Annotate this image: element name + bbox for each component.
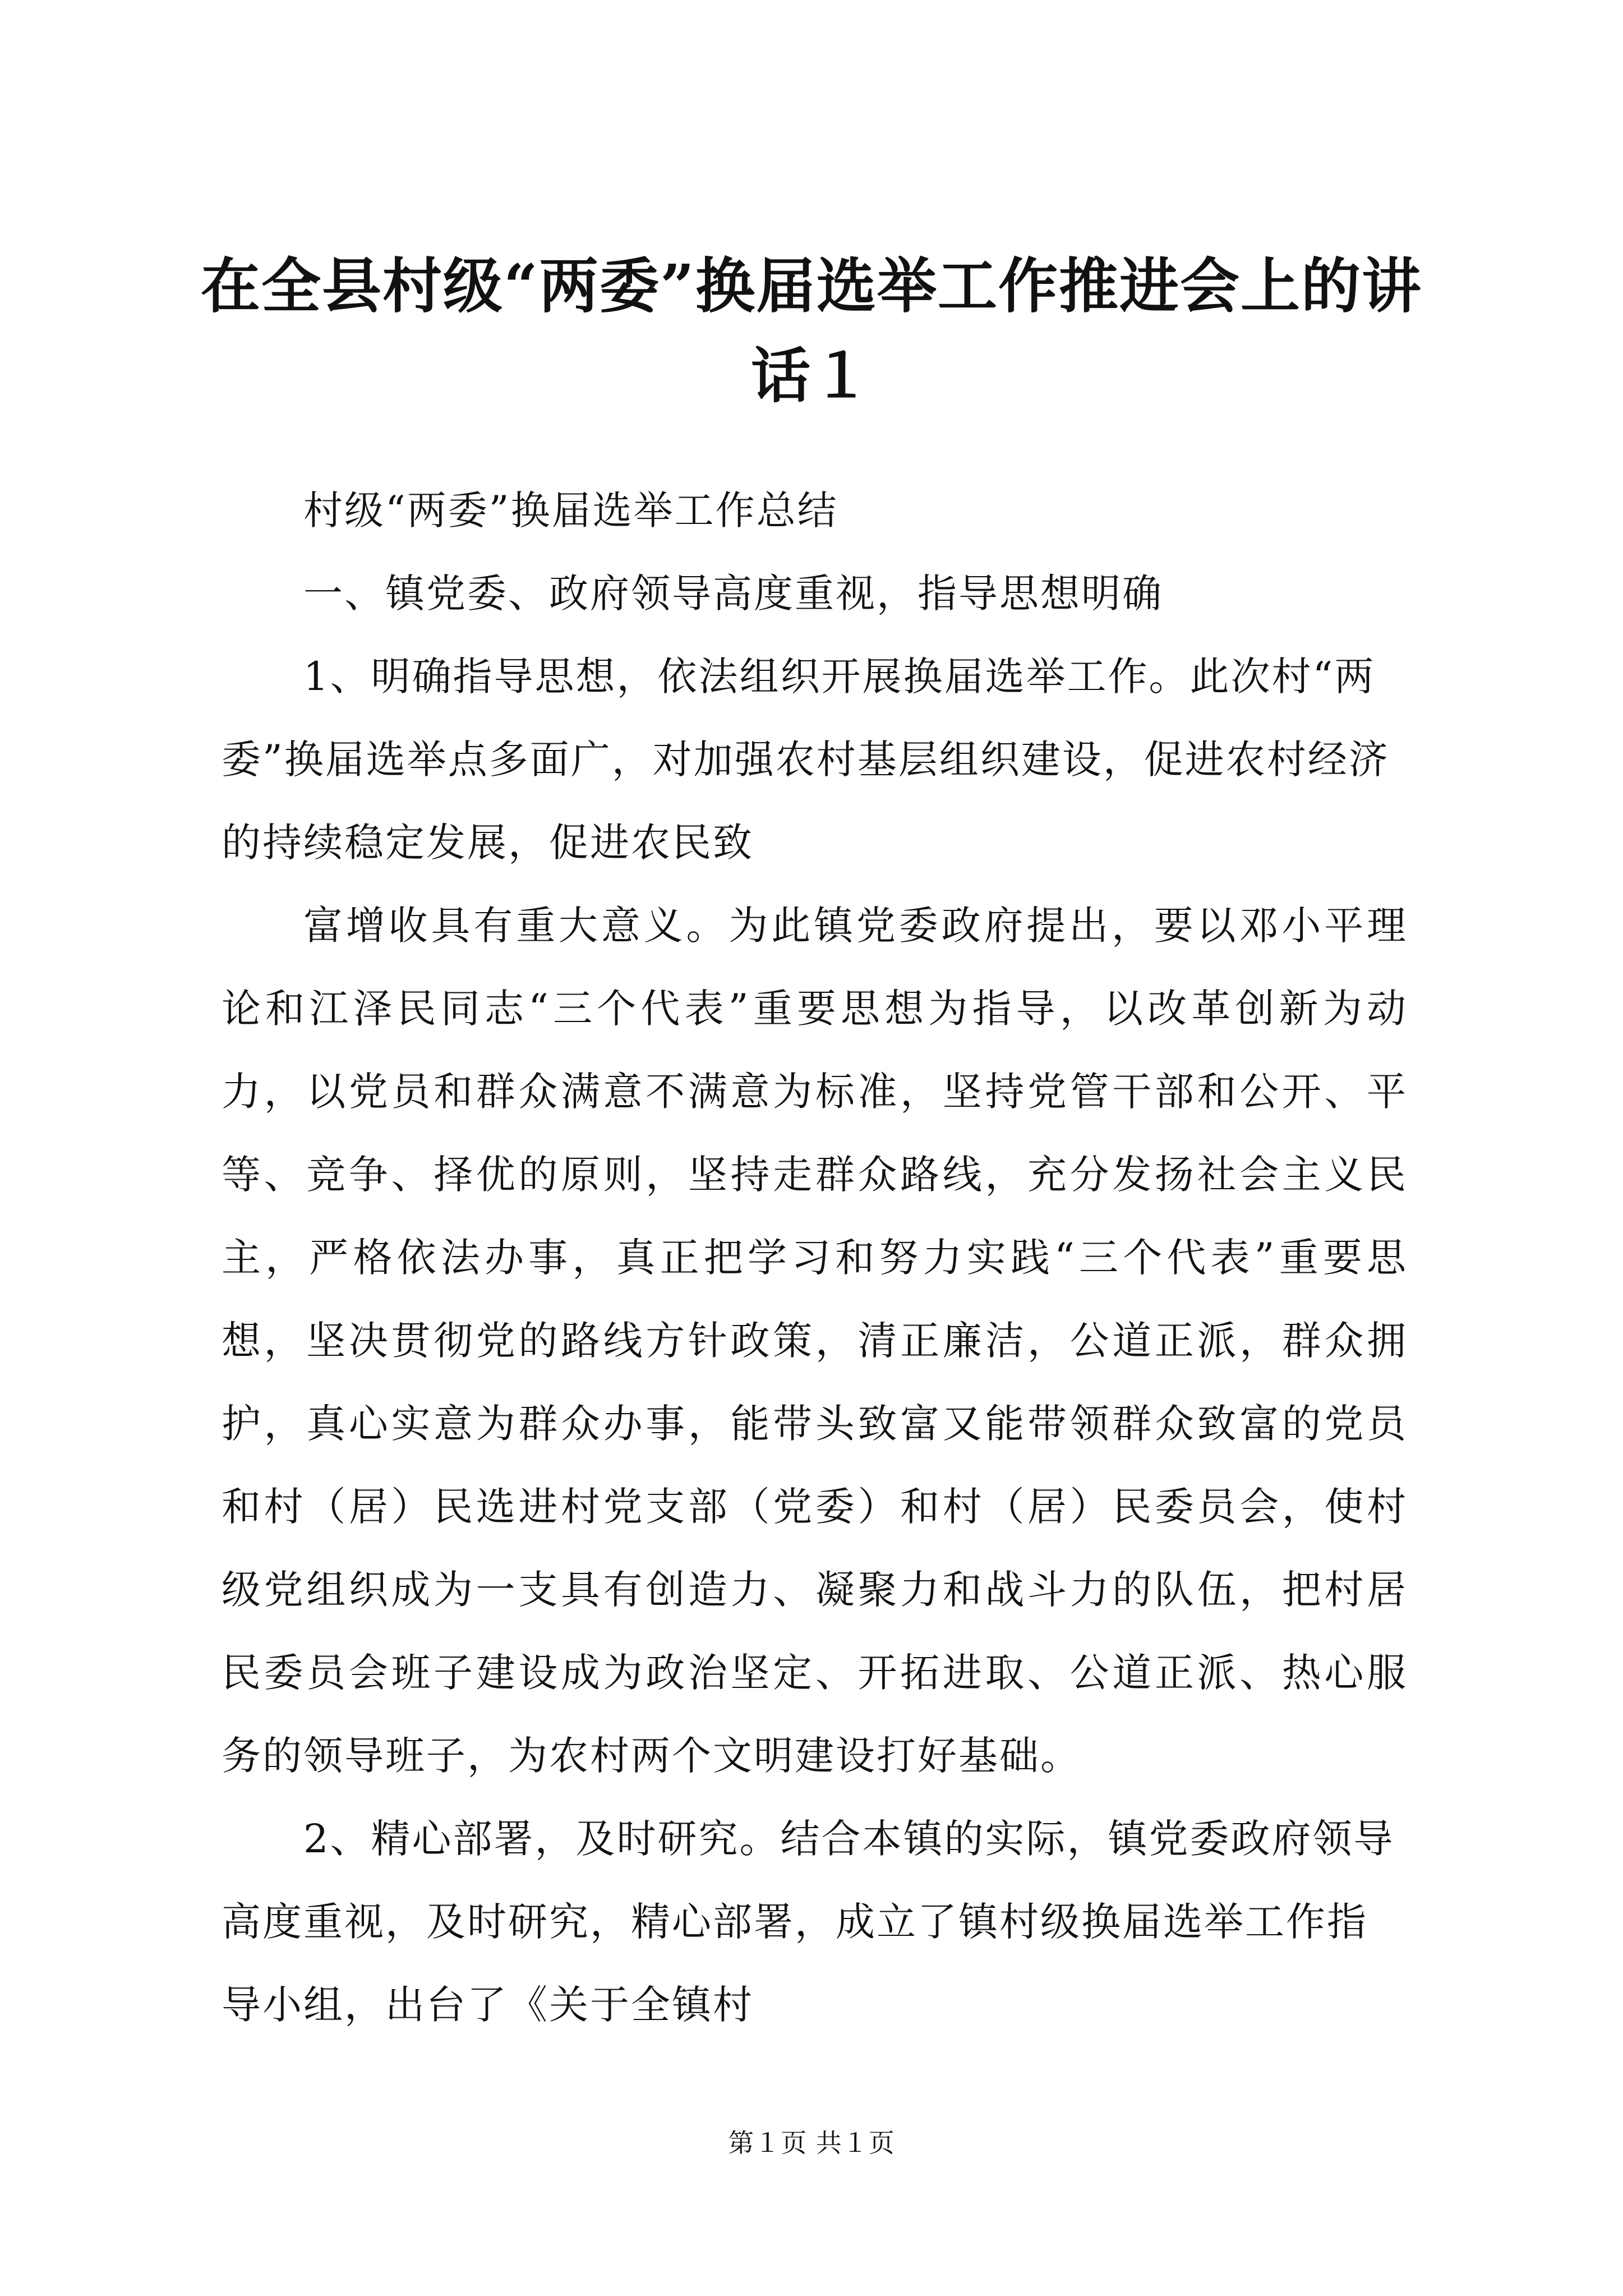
document-body bbox=[222, 469, 1408, 2046]
paragraph-point-1: 1、明确指导思想，依法组织开展换届选举工作。此次村“两委”换届选举点多面广，对加强农村基层组织建设，促进农村经济的持续稳定发展，促进农民致 bbox=[222, 654, 1390, 866]
page-footer: 第１页 共１页 bbox=[728, 2128, 895, 2158]
paragraph-point-1-continued: 富增收具有重大意义。为此镇党委政府提出，要以邓小平理论和江泽民同志“三个代表”重要思想为指导，以改革创新为动力，以党员和群众满意不满意为标准，坚持党管干部和公开、平等、竞争、择优的原则，坚持走群众路线，充分发扬社会主义民主，严格依法办事，真正把学习和努力实践“三个代表”重要思想，坚决贯彻党的路线方针政策，清正廉洁，公道正派，群众拥护，真心实意为群众办事，能带头致富又能带领群众致富的党员和村（居）民选进村党支部（党委）和村（居）民委员会，使村级党组织成为一支具有创造力、凝聚力和战斗力的队伍，把村居民委员会班子建设成为政治坚定、开拓进取、公道正派、热心服务的领导班子，为农村两个文明建设打好基础。 bbox=[222, 903, 1408, 1779]
paragraph-point-2: 2、精心部署，及时研究。结合本镇的实际，镇党委政府领导高度重视，及时研究，精心部署，成立了镇村级换届选举工作指导小组，出台了《关于全镇村 bbox=[222, 1816, 1395, 2028]
document-title: 在全县村级“两委”换届选举工作推进会上的讲话１ bbox=[201, 251, 1422, 411]
paragraph-section-heading: 一、镇党委、政府领导高度重视，指导思想明确 bbox=[303, 570, 1163, 616]
paragraph-subtitle: 村级“两委”换届选举工作总结 bbox=[303, 487, 838, 533]
